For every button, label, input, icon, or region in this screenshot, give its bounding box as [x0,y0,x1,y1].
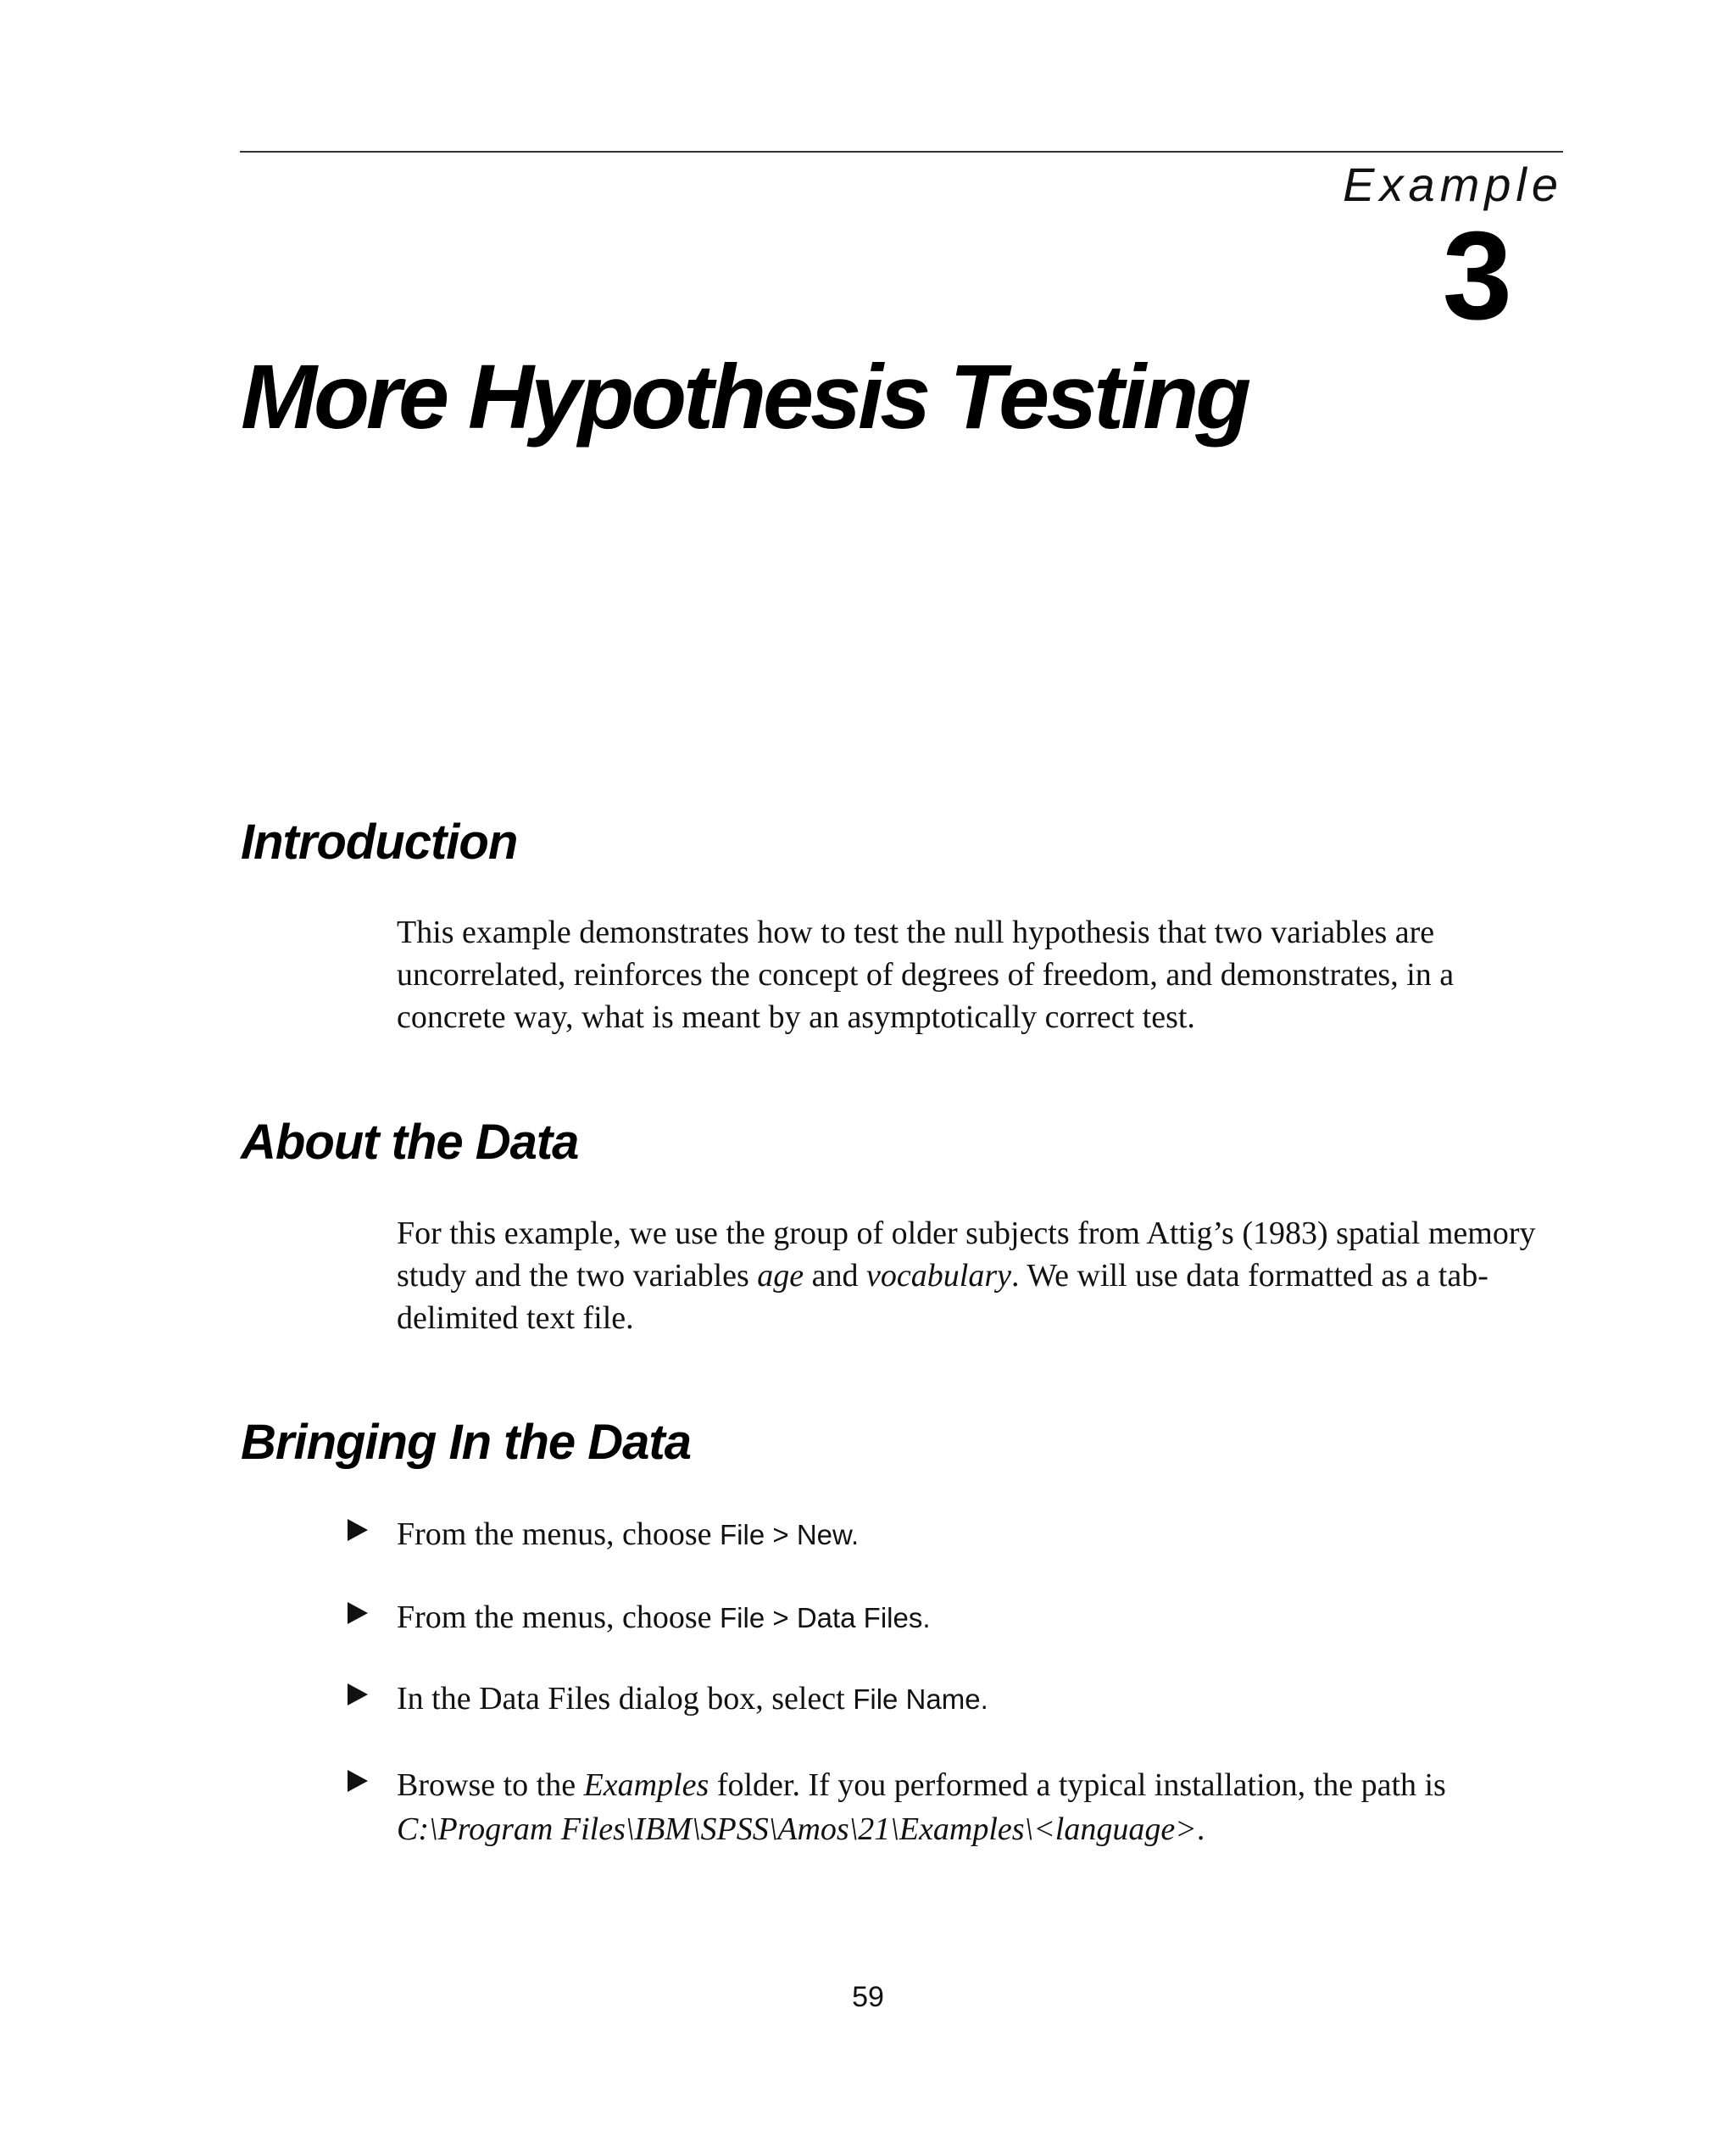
step-prefix: In the Data Files dialog box, select [397,1681,854,1716]
section-heading-introduction: Introduction [241,815,518,870]
step-arrow-icon [348,1519,368,1541]
step-text [397,1512,1566,1557]
about-text-and: and [804,1258,867,1294]
step-text [397,1595,1566,1640]
section-heading-about-the-data: About the Data [241,1115,579,1170]
menu-separator: > [765,1519,797,1550]
folder-name-examples: Examples [583,1767,709,1803]
introduction-paragraph: This example demonstrates how to test the null hypothesis that two variables are uncorrelated, reinforces the concept of degrees of freedom, and demonstrates, in a concrete way, what is meant by an asymptotically correct test. [397,915,1455,1035]
page-number: 59 [852,1981,884,2013]
header-rule [240,151,1563,153]
menu-separator: > [765,1602,797,1633]
step-arrow-icon [348,1770,368,1792]
step-arrow-icon [348,1683,368,1705]
section-heading-bringing-in-the-data: Bringing In the Data [241,1415,691,1470]
step-suffix: . [851,1519,860,1550]
install-path: C:\Program Files\IBM\SPSS\Amos\21\Examples\<language> [397,1811,1197,1847]
step-prefix: From the menus, choose [397,1600,721,1635]
about-text-part1: For this example, we use the group of older subjects from Attig’s (1983) spatial memory study and the two variables [397,1216,1536,1294]
step-text [397,1763,1566,1851]
step-text [397,1677,1566,1722]
variable-vocabulary: vocabulary [866,1258,1011,1294]
menu-item-new: New [796,1519,852,1550]
step-arrow-icon [348,1602,368,1624]
menu-item-file-name: File Name [853,1683,981,1715]
step-suffix: . [922,1602,931,1633]
example-number: 3 [1442,206,1512,346]
step-suffix: . [1196,1811,1205,1847]
about-the-data-paragraph [397,1212,1566,1339]
step-suffix: . [980,1683,988,1715]
example-label: Example [1343,158,1563,211]
step-prefix: Browse to the [397,1767,584,1803]
step-middle: folder. If you performed a typical installation, the path is [709,1767,1446,1803]
menu-item-file: File [720,1602,765,1633]
variable-age: age [757,1258,804,1294]
menu-item-file: File [720,1519,765,1550]
step-prefix: From the menus, choose [397,1516,721,1552]
about-text-part2: . We will use data formatted as a tab-delimited text file. [397,1258,1488,1336]
menu-item-data-files: Data Files [796,1602,923,1633]
page-title: More Hypothesis Testing [241,345,1249,448]
